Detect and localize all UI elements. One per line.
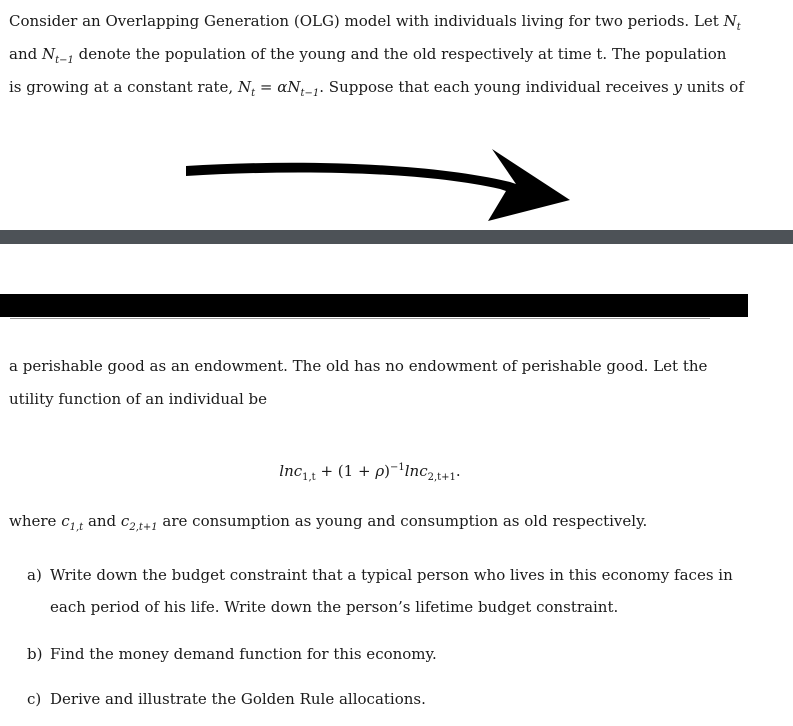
text-segment: is growing at a constant rate, bbox=[9, 78, 238, 96]
thin-rule bbox=[10, 318, 710, 319]
text-segment: units of bbox=[681, 78, 744, 96]
math-op: . bbox=[455, 462, 461, 480]
paragraph1-line2 bbox=[9, 45, 726, 66]
math-var: c bbox=[61, 512, 70, 530]
math-sub: t bbox=[736, 22, 741, 33]
math-term: lnc bbox=[404, 462, 428, 480]
math-var: N bbox=[723, 12, 737, 30]
text-segment: and bbox=[83, 512, 121, 530]
math-var: y bbox=[673, 78, 682, 96]
paragraph2-line1: a perishable good as an endowment. The old has no endowment of perishable good. Let the bbox=[9, 357, 708, 375]
arrow-right-icon bbox=[180, 145, 575, 225]
question-a-line1: Write down the budget constraint that a typical person who lives in this economy faces in bbox=[50, 566, 733, 584]
text-segment: and bbox=[9, 45, 42, 63]
question-a-label: a) bbox=[27, 566, 42, 584]
paragraph1-line3 bbox=[9, 78, 744, 99]
math-sub: 1,t bbox=[302, 472, 316, 483]
question-c-label: c) bbox=[27, 690, 42, 708]
math-var: N bbox=[237, 78, 252, 96]
where-line bbox=[9, 512, 647, 533]
math-op: = bbox=[255, 78, 278, 96]
math-term: lnc bbox=[279, 462, 303, 480]
math-op: + (1 + bbox=[315, 462, 376, 480]
math-sub: t bbox=[251, 88, 256, 99]
math-sub: 1,t bbox=[69, 522, 84, 533]
math-sub: 2,t+1 bbox=[129, 522, 158, 533]
question-b-label: b) bbox=[27, 645, 43, 663]
text-segment: Consider an Overlapping Generation (OLG) model with individuals living for two periods. Let bbox=[9, 12, 724, 30]
math-var: c bbox=[120, 512, 130, 530]
redaction-bar bbox=[0, 294, 748, 317]
paragraph1-line1 bbox=[9, 12, 741, 33]
question-b-line1: Find the money demand function for this economy. bbox=[50, 645, 437, 663]
utility-equation bbox=[0, 462, 740, 483]
text-segment: denote the population of the young and the old respectively at time t. The population bbox=[73, 45, 727, 63]
gray-divider-bar bbox=[0, 230, 793, 244]
math-sub: 2,t+1 bbox=[427, 472, 456, 483]
text-segment: are consumption as young and consumption as old respectively. bbox=[157, 512, 648, 530]
math-sub: t−1 bbox=[300, 88, 320, 99]
text-segment: . Suppose that each young individual receives bbox=[319, 78, 674, 96]
math-op: ) bbox=[384, 462, 390, 480]
math-sub: t−1 bbox=[55, 55, 74, 66]
math-var: αN bbox=[277, 78, 301, 96]
question-c-line1: Derive and illustrate the Golden Rule allocations. bbox=[50, 690, 426, 708]
math-var: N bbox=[41, 45, 56, 63]
math-var: ρ bbox=[375, 462, 385, 480]
math-exp: −1 bbox=[390, 462, 405, 473]
text-segment: where bbox=[9, 512, 62, 530]
question-a-line2: each period of his life. Write down the person’s lifetime budget constraint. bbox=[50, 598, 619, 616]
paragraph2-line2: utility function of an individual be bbox=[9, 390, 268, 408]
